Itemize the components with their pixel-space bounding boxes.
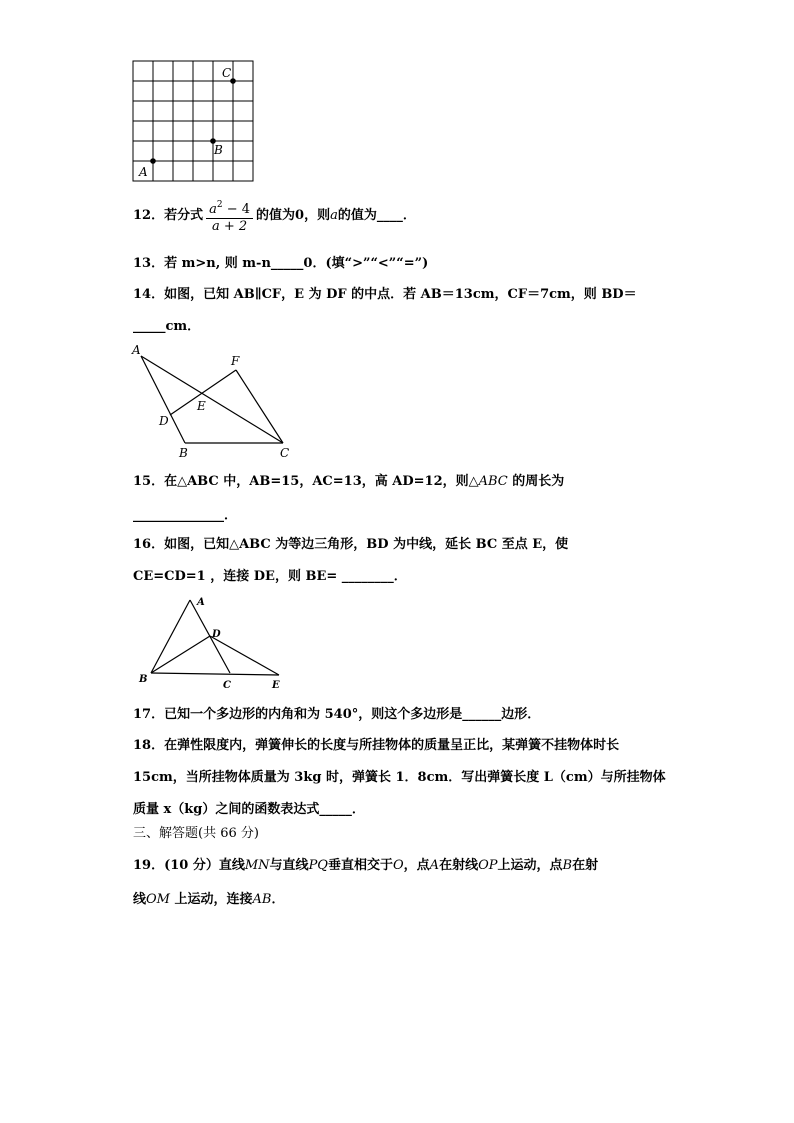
q19-ab: AB	[252, 892, 272, 907]
label-e: E	[197, 399, 206, 413]
q19-text-2: 与直线	[269, 858, 309, 873]
q19-b: B	[562, 858, 573, 873]
q19-text-10: ．	[271, 892, 285, 907]
question-16-line1: 16．如图，已知△ABC 为等边三角形，BD 为中线，延长 BC 至点 E，使	[133, 537, 569, 552]
q12-prefix: 12．若分式	[133, 208, 204, 223]
question-15-line1	[133, 474, 564, 490]
label-c: C	[280, 446, 290, 460]
q12-numerator: a	[209, 201, 217, 217]
section-3-title: 三、解答题(共 66 分)	[133, 826, 259, 841]
q12-denominator: a + 2	[211, 218, 248, 234]
label-b: B	[179, 446, 188, 460]
label-a: A	[197, 597, 205, 608]
question-14-line1: 14．如图，已知 AB∥CF，E 为 DF 的中点．若 AB＝13cm，CF＝7cm，则 BD＝	[133, 287, 637, 302]
label-c: C	[223, 680, 231, 691]
question-18-line2: 15cm，当所挂物体质量为 3kg 时，弹簧长 1．8cm．写出弹簧长度 L（cm）与所挂物体	[133, 770, 666, 785]
grid-figure	[128, 58, 258, 183]
question-18-line3: 质量 x（kg）之间的函数表达式_____．	[133, 802, 365, 817]
label-d: D	[159, 414, 169, 428]
q12-fraction	[206, 197, 253, 235]
figure-16	[134, 592, 294, 692]
question-14-line2: _____cm．	[133, 319, 201, 334]
q19-pq: PQ	[308, 858, 328, 873]
q19-mn: MN	[244, 858, 270, 873]
q12-exponent: 2	[216, 199, 223, 210]
q19-om: OM	[146, 892, 170, 907]
q19-text-4: ，点	[403, 858, 430, 873]
q19-o: O	[392, 858, 404, 873]
question-12	[133, 196, 416, 236]
q19-text-6: 上运动，点	[497, 858, 563, 873]
question-19-line2	[133, 892, 284, 908]
q19-text-3: 垂直相交于	[327, 858, 393, 873]
q15-text-b: 的周长为	[507, 474, 565, 489]
q12-middle: 的值为0，则	[256, 208, 331, 223]
label-d: D	[212, 629, 221, 640]
label-a: A	[139, 165, 148, 179]
q19-text-1: 19．(10 分）直线	[133, 858, 245, 873]
q19-text-7: 在射	[572, 858, 599, 873]
label-a: A	[132, 343, 141, 357]
q19-text-5: 在射线	[439, 858, 479, 873]
label-f: F	[231, 354, 240, 368]
q19-text-8: 线	[133, 892, 147, 907]
question-17: 17．已知一个多边形的内角和为 540°，则这个多边形是______边形．	[133, 707, 541, 722]
figure-14	[128, 342, 298, 462]
question-15-line2: ______________．	[133, 508, 238, 523]
label-e: E	[272, 680, 280, 691]
label-b: B	[214, 143, 223, 157]
label-b: B	[139, 674, 148, 685]
question-13: 13．若 m>n, 则 m-n_____0．(填“>”“<”“=”)	[133, 256, 429, 271]
q15-text-a: 15．在△ABC 中，AB=15，AC=13，高 AD=12，则	[133, 474, 469, 489]
label-c: C	[222, 66, 232, 80]
q12-numerator-rest: − 4	[222, 201, 251, 217]
q12-var: a	[330, 208, 338, 223]
q19-text-9: 上运动，连接	[169, 892, 253, 907]
point-a	[150, 158, 156, 164]
q15-triangle: △ABC	[468, 474, 508, 489]
question-16-line2: CE=CD=1 ，连接 DE，则 BE= ________．	[133, 569, 407, 584]
q19-op: OP	[478, 858, 498, 873]
question-19-line1	[133, 858, 598, 874]
q12-suffix: 的值为____．	[337, 208, 416, 223]
q19-a: A	[429, 858, 440, 873]
question-18-line1: 18．在弹性限度内，弹簧伸长的长度与所挂物体的质量呈正比，某弹簧不挂物体时长	[133, 738, 620, 753]
